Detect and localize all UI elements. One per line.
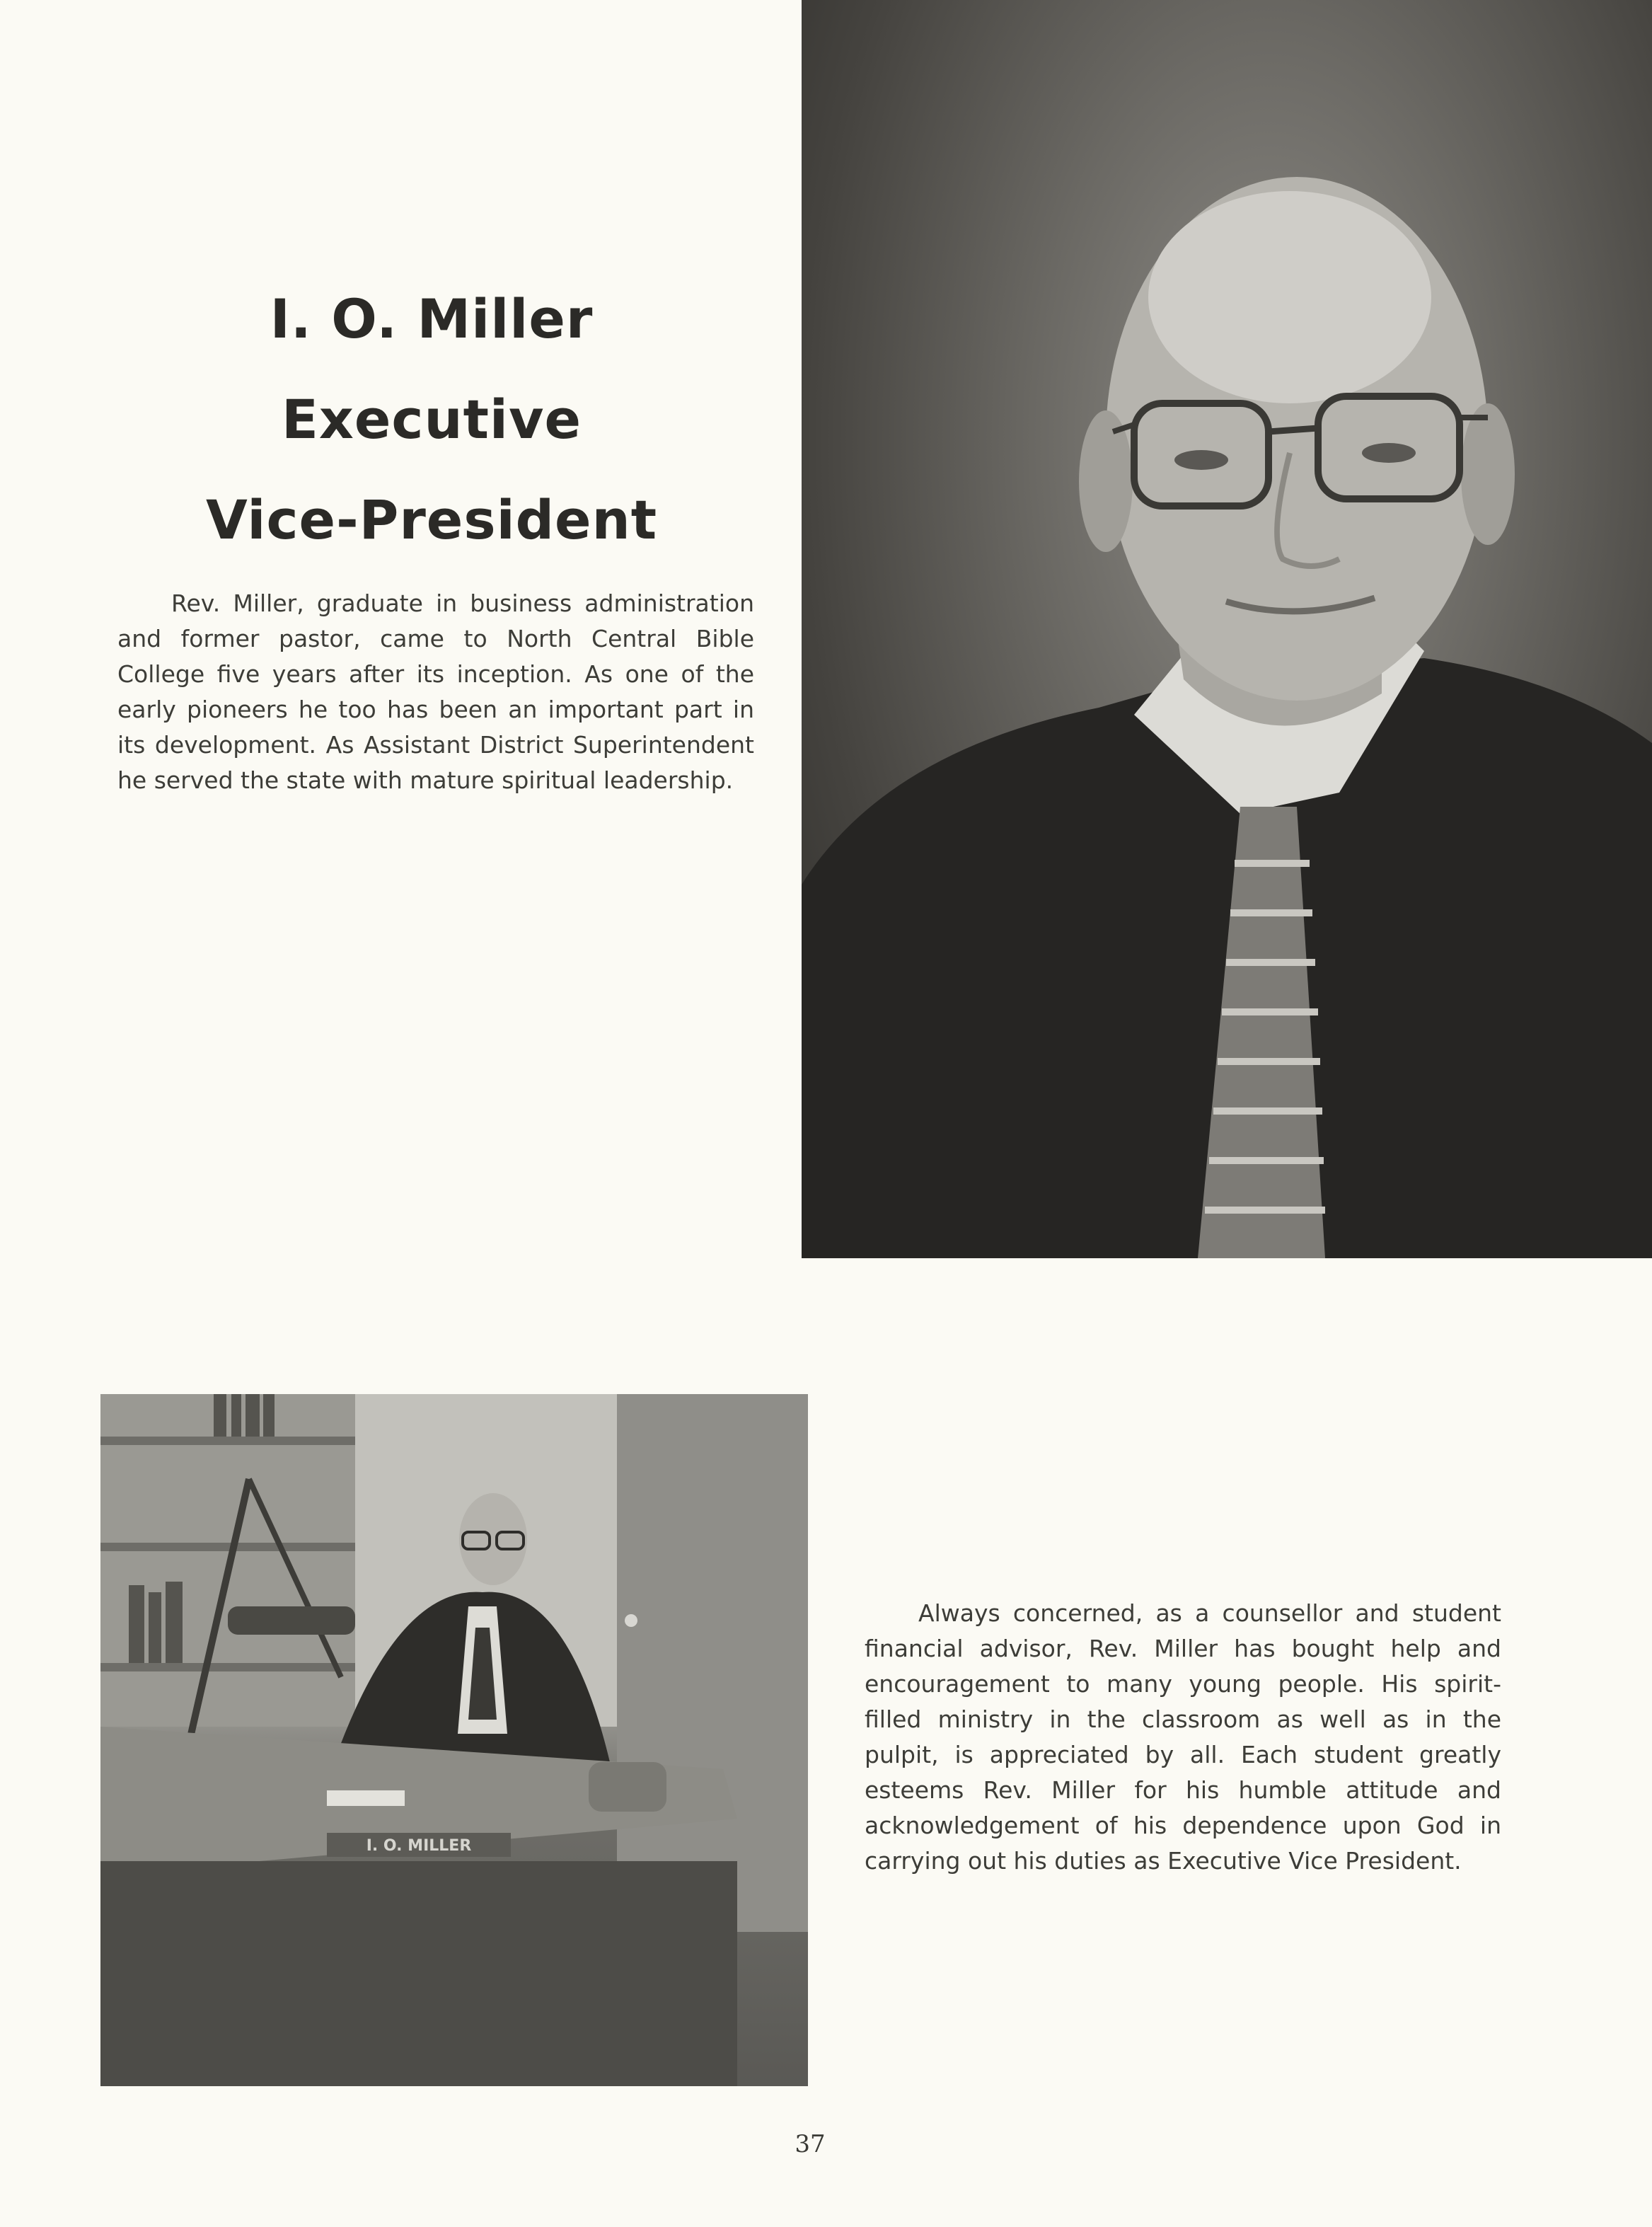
job-title-line-2: Vice-President	[205, 488, 658, 551]
desk-nameplate-text: I. O. MILLER	[366, 1837, 472, 1855]
page-number: 37	[795, 2130, 826, 2158]
counsellor-paragraph: Always concerned, as a counsellor and student financial advisor, Rev. Miller has bought help and encouragement to many young people. His spirit-filled ministry in the classroom as well as in the pulpit, is appreciated by all. Each student greatly esteems Rev. Miller for his humble attitude and acknowledgement of his dependence upon God in carrying out his duties as Executive Vice President.	[865, 1599, 1501, 1875]
job-title-line-1: Executive	[281, 388, 582, 451]
page-heading	[113, 269, 750, 570]
desk-photo	[100, 1394, 808, 2086]
person-name: I. O. Miller	[270, 287, 594, 350]
bio-paragraph: Rev. Miller, graduate in business administration and former pastor, came to North Central Bible College five years after its inception. As one of the early pioneers he too has been an important part in its development. As Assistant District Superintendent he served the state with mature spiritual leadership.	[117, 589, 754, 794]
portrait-photo	[802, 0, 1652, 1258]
